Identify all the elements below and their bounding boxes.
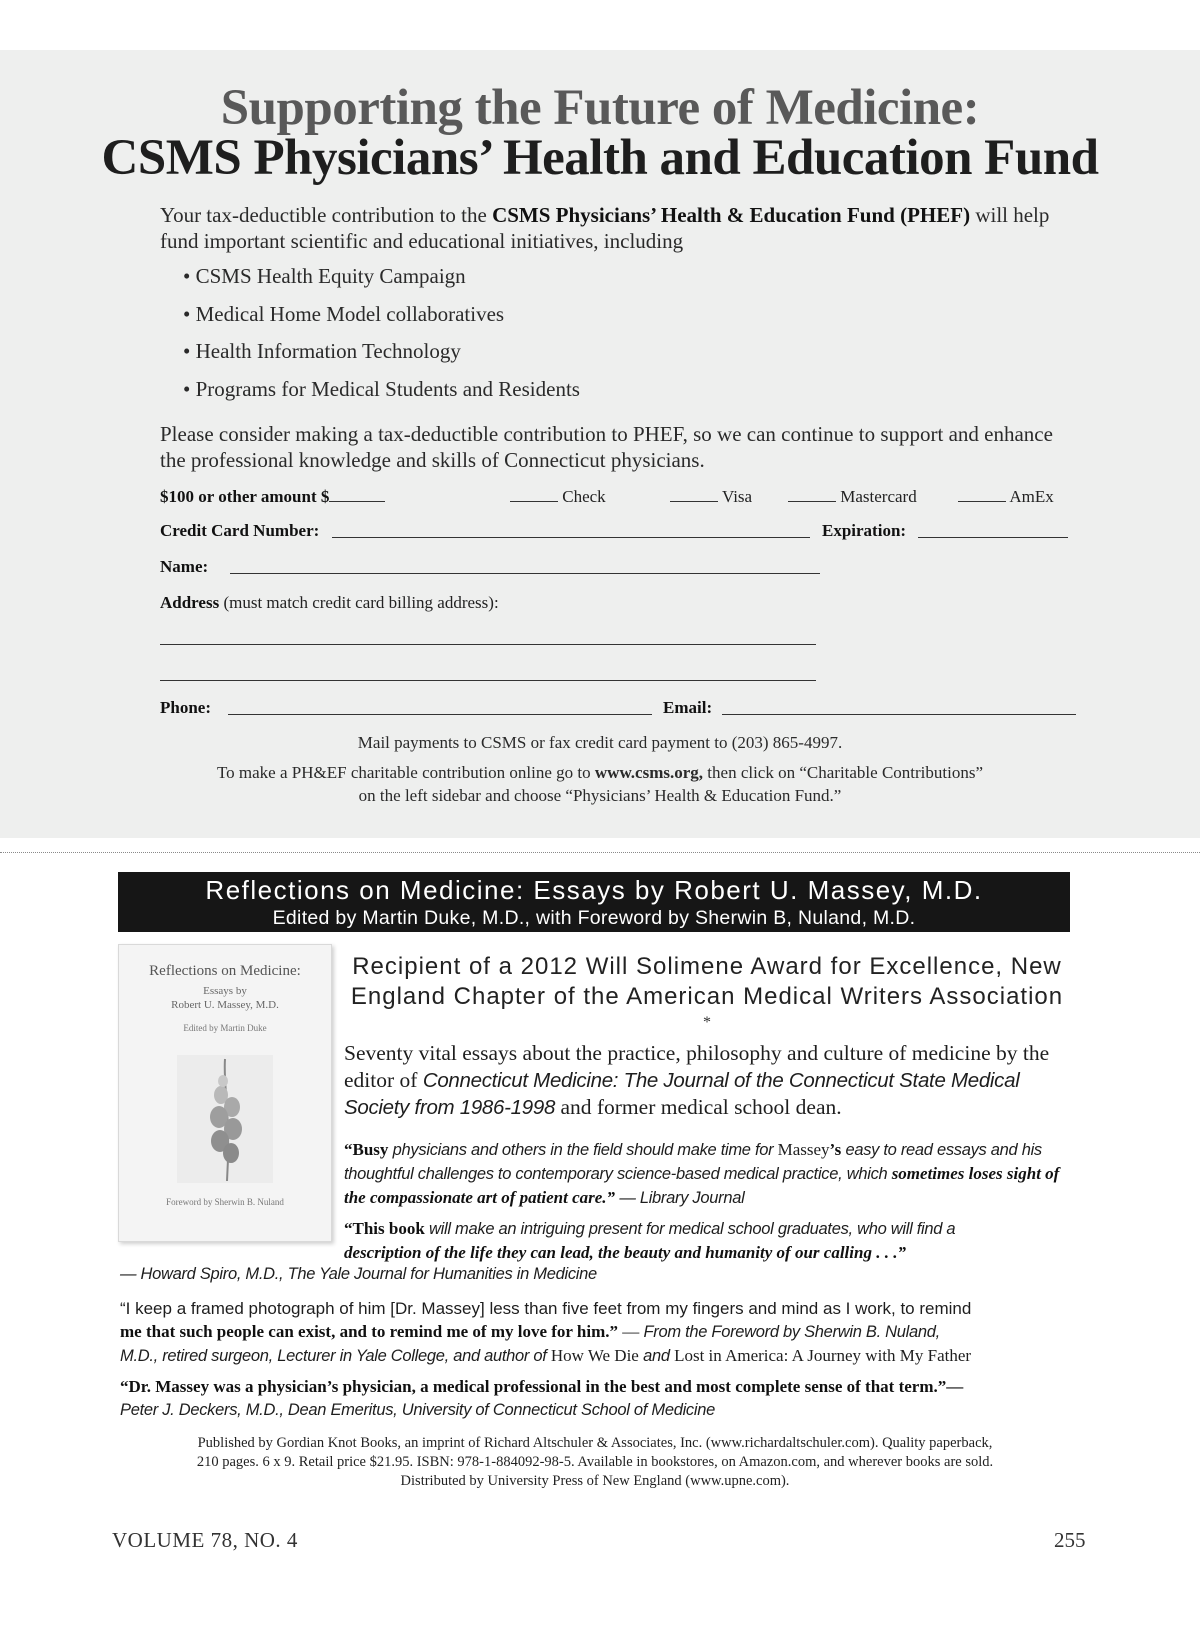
quote-library-journal bbox=[344, 1138, 1074, 1210]
quote1-open: “Busy bbox=[344, 1140, 393, 1159]
quote1-italic-a: physicians and others in the field should make time for bbox=[392, 1141, 778, 1159]
amex-label: AmEx bbox=[1009, 487, 1054, 506]
cover-title: Reflections on Medicine: bbox=[149, 963, 301, 979]
name-text: Name: bbox=[160, 557, 209, 576]
expiration-text: Expiration: bbox=[822, 521, 907, 540]
quote1-bold-end: sometimes loses sight of the compassionate art of patient care.” bbox=[344, 1164, 1060, 1207]
quote3-italic: From the Foreword by Sherwin B. Nuland, bbox=[643, 1323, 940, 1341]
quote3-book1: How We Die bbox=[550, 1346, 639, 1365]
name-line[interactable] bbox=[230, 573, 820, 574]
list-item: • CSMS Health Equity Campaign bbox=[183, 264, 580, 302]
expiration-label bbox=[822, 520, 906, 542]
quote4-source: Peter J. Deckers, M.D., Dean Emeritus, University of Connecticut School of Medicine bbox=[120, 1401, 716, 1419]
visa-option[interactable] bbox=[670, 485, 752, 508]
quote2-source: — Howard Spiro, M.D., The Yale Journal for Humanities in Medicine bbox=[120, 1265, 597, 1283]
visa-blank[interactable] bbox=[670, 485, 718, 502]
mastercard-blank[interactable] bbox=[788, 485, 836, 502]
name-label bbox=[160, 556, 208, 578]
amount-blank[interactable] bbox=[329, 485, 385, 502]
fund-title-line1: Supporting the Future of Medicine: bbox=[220, 80, 980, 136]
address-line-2[interactable] bbox=[160, 680, 816, 681]
online-text: To make a PH&EF charitable contribution online go to bbox=[216, 763, 595, 782]
quote3-dash: — bbox=[618, 1322, 644, 1341]
publisher-line-1: Published by Gordian Knot Books, an imprint of Richard Altschuler & Associates, Inc. (www.richardaltschuler.com). Quality paperback, bbox=[197, 1435, 993, 1451]
page-number: 255 bbox=[1054, 1528, 1086, 1552]
cover-subtitle-2: Robert U. Massey, M.D. bbox=[171, 999, 279, 1011]
phone-line[interactable] bbox=[228, 714, 652, 715]
list-item: • Programs for Medical Students and Residents bbox=[183, 377, 580, 415]
quote1-italic-b: easy to read essays and his thoughtful challenges to contemporary science-based medical practice, which bbox=[344, 1141, 1042, 1183]
address-line-1[interactable] bbox=[160, 644, 816, 645]
amex-blank[interactable] bbox=[958, 485, 1006, 502]
quote4-bold: “Dr. Massey was a physician’s physician, a medical professional in the best and most complete sense of that term.”— bbox=[120, 1377, 964, 1396]
cover-editor: Edited by Martin Duke bbox=[183, 1023, 267, 1033]
quote3-bold: me that such people can exist, and to remind me of my love for him.” bbox=[120, 1322, 619, 1341]
section-divider bbox=[0, 852, 1200, 853]
initiatives-list bbox=[183, 264, 580, 414]
quote2-open: “This book bbox=[344, 1219, 430, 1238]
email-label bbox=[663, 697, 712, 719]
intro-text-end: will help fund important scientific and educational initiatives, including bbox=[160, 203, 1050, 253]
amount-field[interactable] bbox=[160, 485, 385, 508]
quote3-open: “I keep a framed photograph of him [Dr. Massey] less than five feet from my fingers and mind as I work, to remind bbox=[120, 1299, 972, 1318]
online-note-line2: on the left sidebar and choose “Physicians’ Health & Education Fund.” bbox=[358, 786, 842, 805]
email-text: Email: bbox=[663, 698, 713, 717]
card-number-text: Credit Card Number: bbox=[160, 521, 320, 540]
publisher-line-3: Distributed by University Press of New England (www.upne.com). bbox=[400, 1473, 790, 1489]
mail-note: Mail payments to CSMS or fax credit card payment to (203) 865-4997. bbox=[357, 733, 843, 752]
expiration-line[interactable] bbox=[918, 537, 1068, 538]
address-text: Address bbox=[160, 593, 220, 612]
check-label: Check bbox=[562, 487, 606, 506]
amount-label: $100 or other amount $ bbox=[160, 487, 330, 506]
check-option[interactable] bbox=[510, 485, 606, 508]
book-description bbox=[344, 1040, 1074, 1121]
foxglove-flower-icon bbox=[175, 1055, 275, 1185]
list-item: • Medical Home Model collaboratives bbox=[183, 302, 580, 340]
check-blank[interactable] bbox=[510, 485, 558, 502]
desc-text: Seventy vital essays about the practice, philosophy and culture of medicine by the editor of bbox=[344, 1041, 1050, 1092]
quote-spiro-source bbox=[120, 1262, 1070, 1286]
volume-label: VOLUME 78, NO. 4 bbox=[112, 1528, 298, 1552]
mastercard-label: Mastercard bbox=[840, 487, 917, 506]
desc-text-end: and former medical school dean. bbox=[555, 1095, 842, 1119]
email-line[interactable] bbox=[722, 714, 1076, 715]
fund-title-line2: CSMS Physicians’ Health and Education Fund bbox=[101, 130, 1099, 186]
online-note bbox=[0, 761, 1200, 784]
address-label bbox=[160, 592, 499, 614]
quote-deckers bbox=[120, 1375, 1080, 1422]
csms-link[interactable]: www.csms.org, bbox=[594, 763, 704, 782]
card-number-line[interactable] bbox=[332, 537, 810, 538]
cover-subtitle bbox=[119, 984, 331, 1012]
quote3-book2: Lost in America: A Journey with My Father bbox=[674, 1346, 972, 1365]
quote1-possessive: ’s bbox=[829, 1140, 846, 1159]
journal-title: Connecticut Medicine: The Journal of the Connecticut State Medical Society from 1986-1998 bbox=[344, 1069, 1020, 1119]
publisher-line-2: 210 pages. 6 x 9. Retail price $21.95. ISBN: 978-1-884092-98-5. Available in bookstores, on Amazon.com, and wherever books are sold. bbox=[196, 1454, 994, 1470]
quote2-bold: description of the life they can lead, the beauty and humanity of our calling . . .” bbox=[344, 1243, 906, 1262]
intro-text: Your tax-deductible contribution to the bbox=[160, 203, 493, 227]
book-cover bbox=[118, 944, 332, 1242]
address-note: (must match credit card billing address): bbox=[219, 593, 499, 612]
fund-appeal: Please consider making a tax-deductible contribution to PHEF, so we can continue to support and enhance the professional knowledge and skills of Connecticut physicians. bbox=[160, 422, 1053, 472]
fund-intro bbox=[160, 202, 1080, 254]
quote1-source: — Library Journal bbox=[615, 1189, 745, 1207]
visa-label: Visa bbox=[721, 487, 753, 506]
list-item: • Health Information Technology bbox=[183, 339, 580, 377]
quote3-and: and bbox=[638, 1347, 675, 1365]
quote-spiro bbox=[344, 1217, 1074, 1264]
quote2-italic: will make an intriguing present for medical school graduates, who will find a bbox=[429, 1220, 956, 1238]
book-banner bbox=[118, 872, 1070, 932]
publisher-info bbox=[120, 1434, 1070, 1491]
cover-foreword: Foreword by Sherwin B. Nuland bbox=[166, 1197, 284, 1207]
star-separator: * bbox=[703, 1014, 711, 1031]
intro-fund-name: CSMS Physicians’ Health & Education Fund (PHEF) bbox=[492, 203, 971, 227]
quote-nuland bbox=[120, 1297, 1080, 1368]
mastercard-option[interactable] bbox=[788, 485, 917, 508]
card-number-label bbox=[160, 520, 319, 542]
phone-text: Phone: bbox=[160, 698, 211, 717]
phone-label bbox=[160, 697, 211, 719]
quote1-name: Massey bbox=[777, 1140, 830, 1159]
award-text: Recipient of a 2012 Will Solimene Award for Excellence, New England Chapter of the American Medical Writers Association bbox=[350, 953, 1064, 1010]
quote3-italic2: M.D., retired surgeon, Lecturer in Yale College, and author of bbox=[120, 1347, 551, 1365]
online-text-end: then click on “Charitable Contributions” bbox=[703, 763, 984, 782]
cover-subtitle-1: Essays by bbox=[203, 985, 247, 997]
banner-subtitle: Edited by Martin Duke, M.D., with Foreword by Sherwin B, Nuland, M.D. bbox=[272, 907, 916, 929]
banner-title: Reflections on Medicine: Essays by Robert U. Massey, M.D. bbox=[205, 875, 983, 905]
amex-option[interactable] bbox=[958, 485, 1054, 508]
